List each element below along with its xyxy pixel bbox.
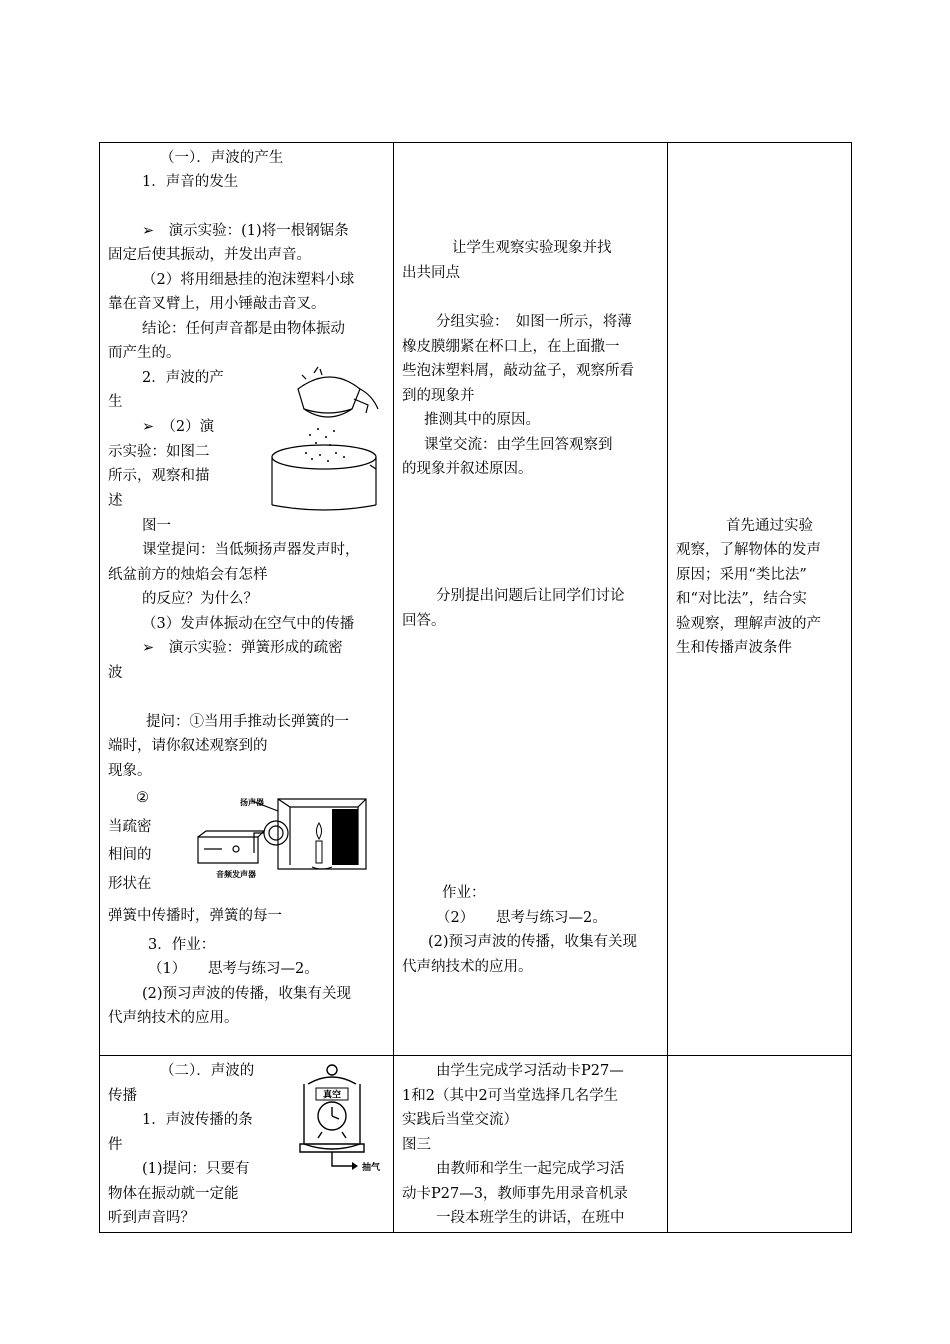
table-row: [100, 1056, 852, 1233]
subheading: 2．声波的产: [142, 370, 224, 386]
text-line: （2）将用细悬挂的泡沫塑料小球: [142, 272, 355, 288]
text-line: 传播: [108, 1088, 137, 1104]
figure-2-speaker-candle-illustration: [192, 795, 372, 883]
text-line: (1)提问：只要有: [142, 1161, 250, 1177]
speaker-box-shadow: [332, 809, 358, 865]
design-intent-cell: [668, 1056, 852, 1233]
text-line: 由学生完成学习活动卡P27—: [436, 1063, 624, 1079]
text-line: 原因；采用“类比法”: [676, 567, 807, 583]
text-line: 的现象并叙述原因。: [402, 461, 533, 477]
text-line: 述: [108, 493, 123, 509]
student-activity-cell: [394, 1056, 668, 1233]
text-line: 纸盆前方的烛焰会有怎样: [108, 567, 268, 583]
text-line: ➢ （2）演: [142, 419, 215, 435]
text-line: 课堂提问：当低频扬声器发声时，: [142, 542, 360, 558]
text-line: 首先通过实验: [726, 518, 813, 534]
subheading: 1．声波传播的条: [142, 1112, 253, 1128]
text-line: 生和传播声波条件: [676, 640, 792, 656]
figure-3-caption: 图三: [402, 1137, 431, 1153]
teaching-content-cell: [100, 1056, 394, 1233]
text-line: 听到声音吗？: [108, 1210, 195, 1226]
text-line: （1） 思考与练习—2。: [148, 961, 319, 977]
text-line: 让学生观察实验现象并找: [452, 240, 612, 256]
text-line: 端时，请你叙述观察到的: [108, 738, 268, 754]
pump-label: 抽气: [362, 1162, 381, 1172]
text-line: 生: [108, 394, 123, 410]
section-heading: （一）．声波的产生: [160, 150, 284, 166]
lesson-plan-table: [99, 142, 852, 1233]
text-line: 件: [108, 1137, 123, 1153]
speaker-label: 扬声器: [240, 798, 264, 807]
text-line: 些泡沫塑料屑，敲动盆子，观察所看: [402, 363, 634, 379]
text-line: 所示，观察和描: [108, 468, 210, 484]
candle-icon: [316, 841, 322, 863]
table-row: [100, 143, 852, 1056]
text-line: (2)预习声波的传播，收集有关现: [142, 986, 352, 1002]
subheading: 3．作业：: [148, 937, 216, 953]
text-line: 示实验：如图二: [108, 444, 210, 460]
text-line: 形状在: [108, 876, 152, 892]
text-line: （3）发声体振动在空气中的传播: [142, 616, 355, 632]
text-line: 波: [108, 665, 123, 681]
figure-3-bell-jar-illustration: [294, 1062, 390, 1178]
text-line: 靠在音叉臂上，用小锤敲击音叉。: [108, 296, 326, 312]
text-line: 结论：任何声音都是由物体振动: [142, 321, 345, 337]
text-line: 和“对比法”，结合实: [676, 591, 807, 607]
subheading: 作业：: [442, 885, 486, 901]
text-line: 实践后当堂交流）: [402, 1112, 518, 1128]
text-line: 由教师和学生一起完成学习活: [436, 1161, 625, 1177]
text-line: 一段本班学生的讲话，在班中: [436, 1210, 625, 1226]
audio-generator-label: 音频发声器: [216, 870, 256, 879]
teaching-content-cell: [100, 143, 394, 1056]
text-line: 固定后使其振动，并发出声音。: [108, 247, 311, 263]
text-line: 提问：①当用手推动长弹簧的一: [146, 714, 349, 730]
text-line: 物体在振动就一定能: [108, 1186, 239, 1202]
text-line: 当疏密: [108, 819, 152, 835]
text-line: 代声纳技术的应用。: [402, 959, 533, 975]
text-line: 的反应？为什么？: [142, 591, 258, 607]
text-line: 观察，了解物体的发声: [676, 542, 821, 558]
text-line: 课堂交流：由学生回答观察到: [424, 437, 613, 453]
text-line: ②: [136, 790, 149, 806]
text-line: 到的现象并: [402, 388, 475, 404]
figure-1-drum-illustration: [260, 365, 390, 511]
text-line: 分组实验： 如图一所示，将薄: [436, 314, 632, 330]
design-intent-cell: [668, 143, 852, 1056]
text-line: 出共同点: [402, 265, 460, 281]
vacuum-label: 真空: [322, 1089, 342, 1100]
subheading: 1．声音的发生: [142, 174, 239, 190]
text-line: 推测其中的原因。: [424, 412, 540, 428]
section-heading: （二）．声波的: [160, 1063, 255, 1079]
text-line: 相间的: [108, 847, 152, 863]
text-line: 分别提出问题后让同学们讨论: [436, 588, 625, 604]
text-line: 代声纳技术的应用。: [108, 1010, 239, 1026]
flame-icon: [317, 823, 322, 839]
text-line: 现象。: [108, 763, 152, 779]
text-line: 1和2（其中2可当堂选择几名学生: [402, 1088, 619, 1104]
text-line: ➢ 演示实验：弹簧形成的疏密: [142, 640, 343, 656]
arrow-right-icon: [352, 1162, 358, 1170]
text-line: 橡皮膜绷紧在杯口上，在上面撒一: [402, 339, 620, 355]
text-line: ➢ 演示实验：(1)将一根钢锯条: [142, 223, 349, 239]
figure-1-caption: 图一: [142, 518, 171, 534]
text-line: 而产生的。: [108, 345, 181, 361]
text-line: 动卡P27—3，教师事先用录音机录: [402, 1186, 628, 1202]
text-line: 弹簧中传播时，弹簧的每一: [108, 908, 282, 924]
text-line: 回答。: [402, 613, 446, 629]
student-activity-cell: [394, 143, 668, 1056]
text-line: 验观察，理解声波的产: [676, 616, 821, 632]
text-line: （2） 思考与练习—2。: [436, 910, 607, 926]
text-line: (2)预习声波的传播，收集有关现: [428, 934, 638, 950]
